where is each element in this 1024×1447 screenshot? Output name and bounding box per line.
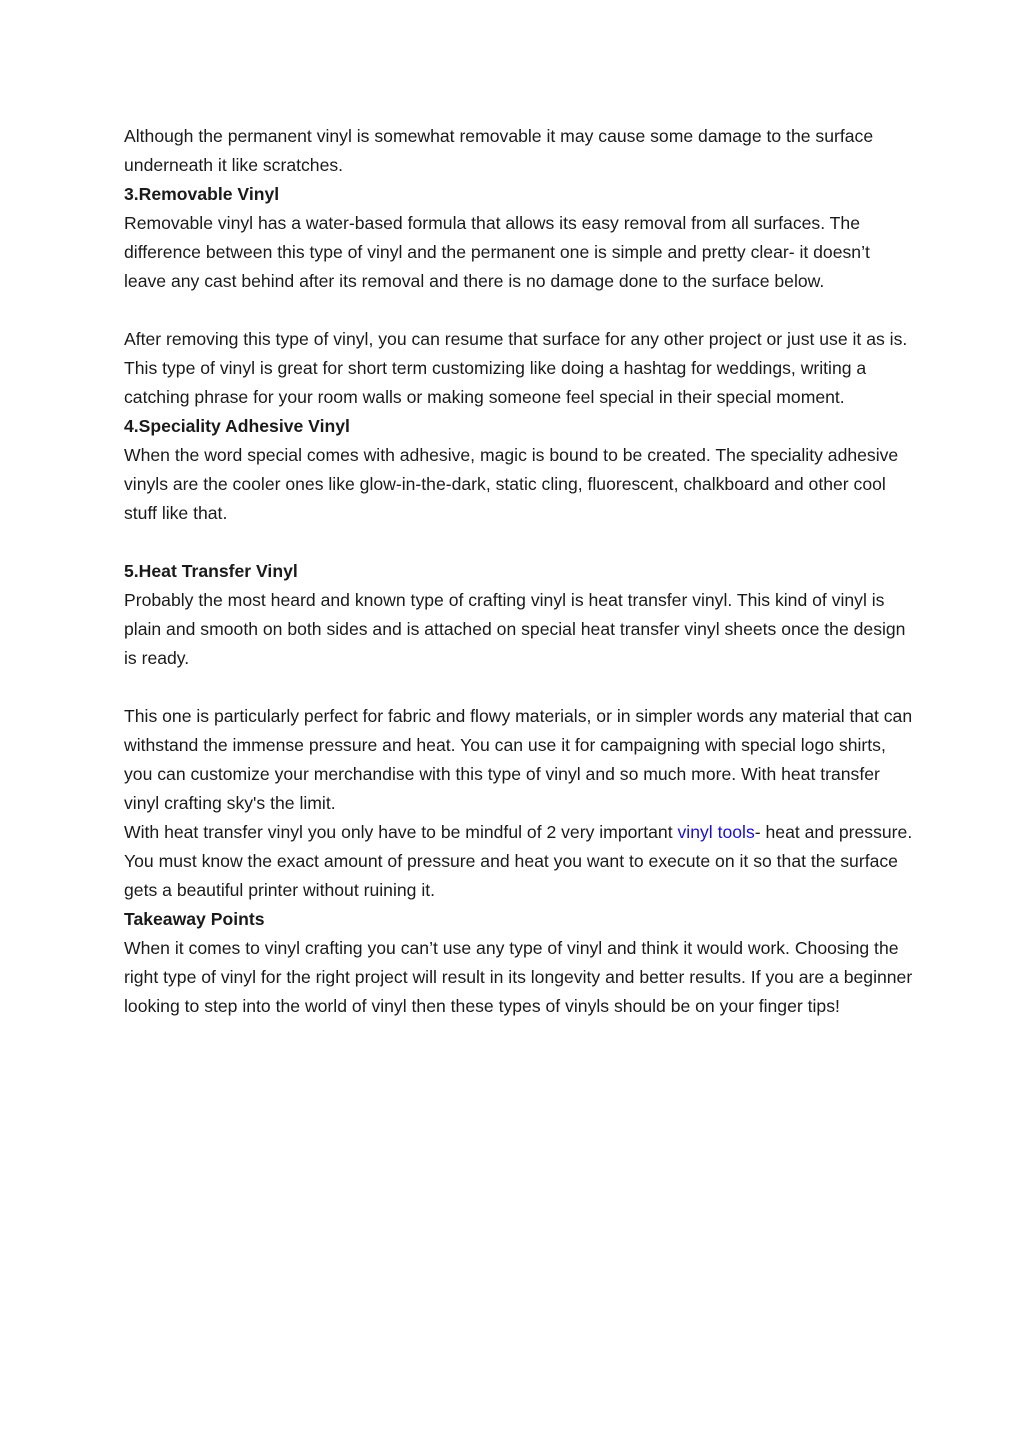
section-paragraph: This one is particularly perfect for fabric and flowy materials, or in simpler words any material that can withstand the immense pressure and heat. You can use it for campaigning with special logo shirts, you can customize your merchandise with this type of vinyl and so much more. With heat transfer vinyl crafting sky's the limit.	[124, 706, 913, 813]
section-paragraph: When it comes to vinyl crafting you can’t use any type of vinyl and think it would work. Choosing the right type of vinyl for the right project will result in its longevity and better results. If you are a beginner looking to step into the world of vinyl then these types of vinyls should be on your finger tips!	[124, 938, 913, 1016]
intro-paragraph: Although the permanent vinyl is somewhat removable it may cause some damage to the surface underneath it like scratches.	[124, 126, 874, 175]
paragraph-text-after-link: - heat and pressure. You must know the exact amount of pressure and heat you want to execute on it so that the surface gets a beautiful printer without ruining it.	[124, 822, 913, 900]
section-takeaway-points	[124, 905, 914, 1021]
section-paragraph: Removable vinyl has a water-based formula that allows its easy removal from all surfaces. The difference between this type of vinyl and the permanent one is simple and pretty clear- it doesn’t leave any cast behind after its removal and there is no damage done to the surface below.	[124, 213, 870, 291]
document-body	[124, 122, 914, 1050]
section-speciality-adhesive-vinyl	[124, 412, 914, 528]
section-heading: 4.Speciality Adhesive Vinyl	[124, 416, 350, 436]
section-heat-transfer-vinyl	[124, 557, 914, 673]
section-heading: Takeaway Points	[124, 909, 265, 929]
section-paragraph-with-link	[124, 818, 914, 905]
section-paragraph: Probably the most heard and known type of crafting vinyl is heat transfer vinyl. This kind of vinyl is plain and smooth on both sides and is attached on special heat transfer vinyl sheets once the design is ready.	[124, 590, 906, 668]
paragraph-text-before-link: With heat transfer vinyl you only have to be mindful of 2 very important	[124, 822, 678, 842]
section-paragraph: After removing this type of vinyl, you can resume that surface for any other project or just use it as is. This type of vinyl is great for short term customizing like doing a hashtag for weddings, writing a catching phrase for your room walls or making someone feel special in their special moment.	[124, 329, 908, 407]
section-heading: 5.Heat Transfer Vinyl	[124, 561, 298, 581]
vinyl-tools-link[interactable]: vinyl tools	[677, 822, 755, 842]
section-heading: 3.Removable Vinyl	[124, 184, 280, 204]
section-removable-vinyl	[124, 180, 914, 296]
section-paragraph: When the word special comes with adhesive, magic is bound to be created. The speciality adhesive vinyls are the cooler ones like glow-in-the-dark, static cling, fluorescent, chalkboard and other cool stuff like that.	[124, 445, 899, 523]
